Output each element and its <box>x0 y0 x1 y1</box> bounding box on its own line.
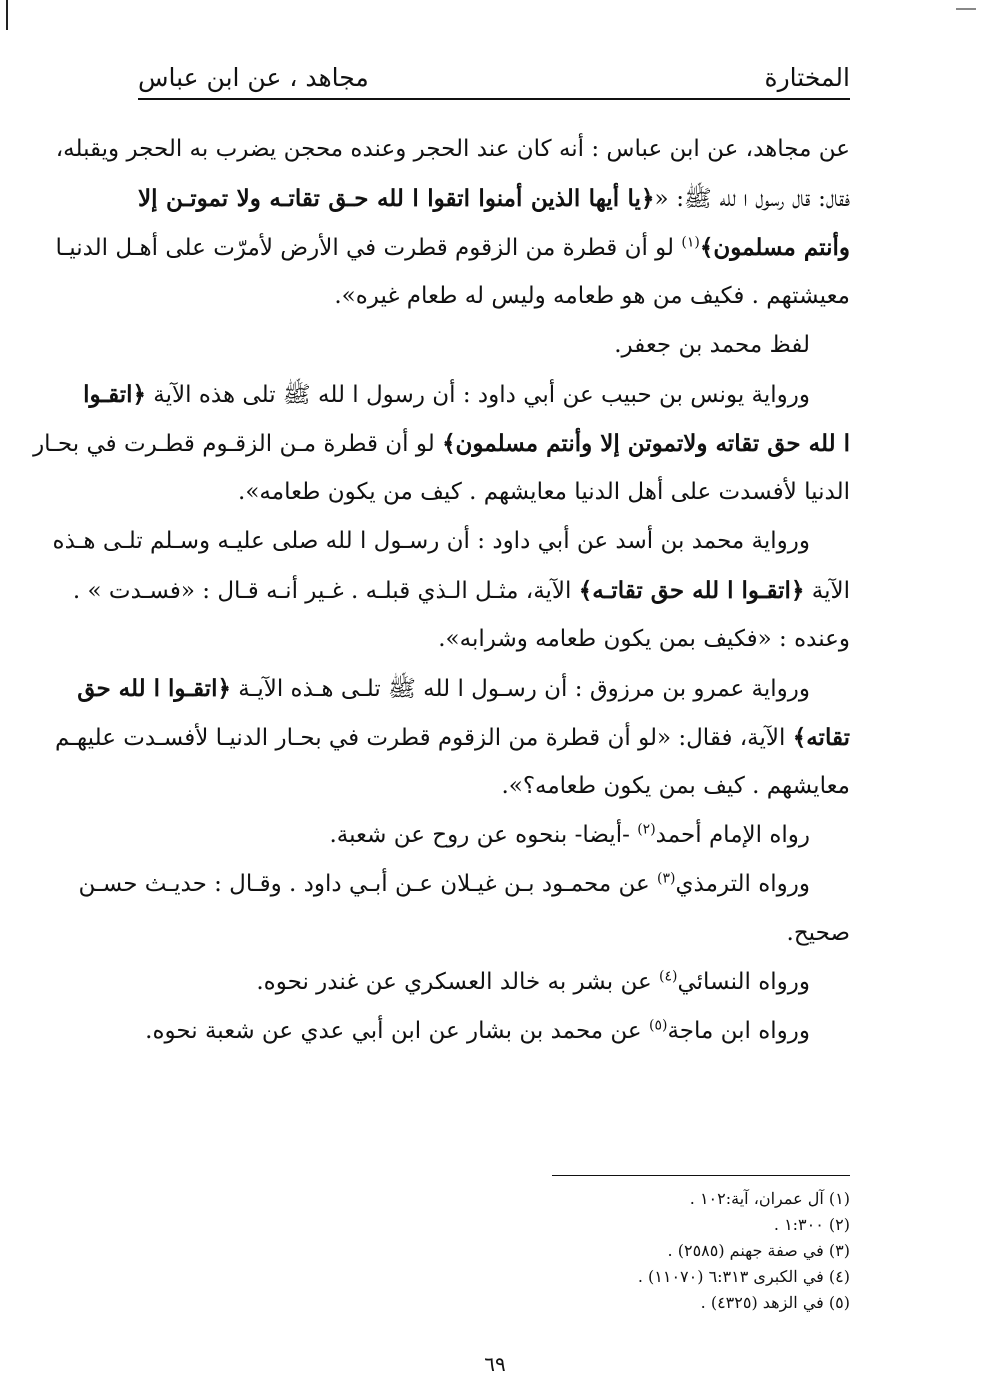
footnote-item: (٥) في الزهد (٤٣٢٥) . <box>700 1293 850 1312</box>
quran-verse: ﴿يا أيها الذين أمنوا اتقوا ا لله حـق تقاتـه ولا تموتـن إلا <box>138 185 655 212</box>
corner-mark <box>956 8 976 10</box>
text-line: فقال: قال رسول ا لله ﷺ: «﴿يا أيها الذين أمنوا اتقوا ا لله حـق تقاتـه ولا تموتـن إلا <box>138 185 851 212</box>
section-title: مجاهد ، عن ابن عباس <box>138 63 369 92</box>
footnote-item: (٢) ١:٣٠٠ . <box>773 1215 850 1234</box>
footnote-rule <box>552 1175 850 1176</box>
footnotes <box>138 1186 850 1316</box>
text-line: الآية ﴿اتقـوا ا لله حق تقاتـه﴾ الآية، مثـل الـذي قبلـه . غـير أنـه قـال : «فسـدت » . <box>72 577 850 604</box>
text-line: صحيح. <box>786 920 850 946</box>
book-title: المختارة <box>764 63 850 92</box>
quran-verse: ﴿اتقـوا ا لله حق <box>77 675 231 702</box>
footnote-ref: (٢) <box>637 821 656 838</box>
text-line: عن مجاهد، عن ابن عباس : أنه كان عند الحجر وعنده محجن يضرب به الحجر ويقبله، <box>55 136 850 162</box>
binding-edge-line <box>6 0 8 30</box>
text-line: وعنده : «فكيف بمن يكون طعامه وشرابه». <box>438 626 850 652</box>
running-header <box>138 52 850 92</box>
text-line: معيشتهم . فكيف من هو طعامه وليس له طعام غيره». <box>334 283 850 309</box>
footnote-item: (٣) في صفة جهنم (٢٥٨٥) . <box>667 1241 850 1260</box>
text-line: ا لله حق تقاته ولاتموتن إلا وأنتم مسلمون﴾ لو أن قطرة مـن الزقـوم قطـرت في بحـار <box>33 430 850 457</box>
text-line: ورواه ابن ماجة$^{(٥)}$ عن محمد بن بشار عن ابن أبي عدي عن شعبة نحوه. <box>145 1017 810 1044</box>
text-line: ورواية محمد بن أسد عن أبي داود : أن رسـول ا لله صلى عليـه وسـلم تلـى هـذه <box>52 528 810 554</box>
text-line: ورواية عمرو بن مرزوق : أن رسـول ا لله ﷺ تلـى هـذه الآيـة ﴿اتقـوا ا لله حق <box>77 675 810 702</box>
footnote-ref: (١) <box>681 234 700 251</box>
quran-verse: ﴿اتقـوا ا لله حق تقاتـه﴾ <box>578 577 805 604</box>
footnote-ref: (٥) <box>648 1017 668 1034</box>
quran-verse: تقاته﴾ <box>792 724 850 751</box>
footnote-ref: (٤) <box>659 968 678 985</box>
text-line: ورواه النسائي$^{(٤)}$ عن بشر به خالد العسكري عن غندر نحوه. <box>256 968 810 995</box>
page-number: ٦٩ <box>484 1352 506 1376</box>
main-text <box>33 125 851 1056</box>
text-line: رواه الإمام أحمد$^{(٢)}$ -أيضا- بنحوه عن روح عن شعبة. <box>329 821 810 848</box>
text-line: تقاته﴾ الآية، فقال: «لو أن قطرة من الزقوم قطرت في بحـار الدنيـا لأفسـدت عليهـم <box>55 724 850 751</box>
footnote-item: (٤) في الكبرى ٦:٣١٣ (١١٠٧٠) . <box>637 1267 850 1286</box>
text-line: ورواه الترمذي$^{(٣)}$ عن محمـود بـن غيـلان عـن أبـي داود . وقـال : حديـث حسـن <box>78 870 810 897</box>
text-line: معايشهم . كيف بمن يكون طعامه؟». <box>501 773 850 799</box>
footnote-ref: (٣) <box>657 870 676 887</box>
header-rule <box>138 98 850 100</box>
text-line: الدنيا لأفسدت على أهل الدنيا معايشهم . كيف من يكون طعامه». <box>238 479 850 505</box>
quran-verse: وأنتم مسلمون﴾ <box>699 234 850 261</box>
text-line: وأنتم مسلمون﴾$^{(١)}$ لو أن قطرة من الزقوم قطرت في الأرض لأمرّت على أهـل الدنيـا <box>55 234 850 261</box>
footnote-item: (١) آل عمران، آية:١٠٢ . <box>689 1189 850 1208</box>
quran-verse: ﴿اتقـوا <box>83 381 146 408</box>
text-line: لفظ محمد بن جعفر. <box>614 332 810 358</box>
text-line: ورواية يونس بن حبيب عن أبي داود : أن رسول ا لله ﷺ تلى هذه الآية ﴿اتقـوا <box>83 381 810 408</box>
quran-verse: ا لله حق تقاته ولاتموتن إلا وأنتم مسلمون﴾ <box>442 430 850 457</box>
